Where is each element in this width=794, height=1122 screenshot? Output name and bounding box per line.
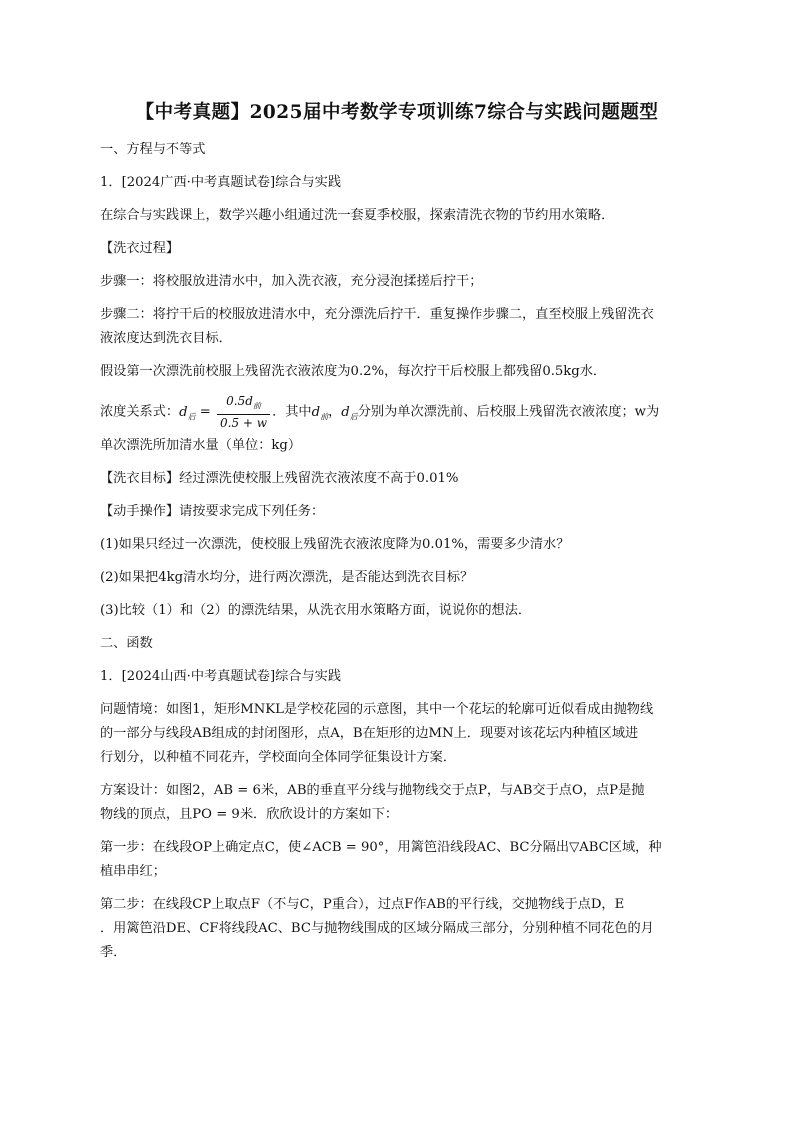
label-task: 【动手操作】请按要求完成下列任务： — [100, 504, 325, 520]
formula-text: ．其中 — [272, 404, 312, 420]
formula-var-before: $d_前$ — [311, 404, 329, 422]
step-one: 步骤一：将校服放进清水中，加入洗衣液，充分浸泡揉搓后拧干； — [100, 274, 483, 289]
document-title: 【中考真题】2025届中考数学专项训练7综合与实践问题题型 — [135, 102, 659, 123]
step-two-line3b: 季． — [100, 945, 127, 961]
sub-question-1: (1)如果只经过一次漂洗，使校服上残留洗衣液浓度降为0.01%，需要多少清水？ — [100, 537, 570, 553]
formula-prefix: 浓度关系式： — [100, 404, 180, 420]
formula-var-after: $d_后$ — [341, 404, 358, 422]
step-one-line1: 第一步：在线段OP上确定点C，使∠ACB = 90°，用篱笆沿线段AC、BC分隔出▽ABC区域，种 — [100, 840, 662, 856]
question-source-2: 1．[2024山西·中考真题试卷]综合与实践 — [100, 669, 342, 685]
sub-question-2: (2)如果把4kg清水均分，进行两次漂洗，是否能达到洗衣目标？ — [100, 570, 474, 586]
sub-question-3: (3)比较（1）和（2）的漂洗结果，从洗衣用水策略方面，说说你的想法． — [100, 603, 532, 619]
question-source: 1．[2024广西·中考真题试卷]综合与实践 — [100, 175, 342, 190]
label-process: 【洗衣过程】 — [100, 241, 180, 256]
formula-denominator: 0.5 + w — [220, 416, 268, 431]
step-one-line2: 植串串红； — [100, 864, 166, 880]
step-two-line1: 步骤二：将拧干后的校服放进清水中，充分漂洗后拧干．重复操作步骤二，直至校服上残留洗衣 — [100, 307, 654, 322]
formula-equals: = — [195, 404, 216, 420]
formula-fraction — [217, 393, 270, 431]
formula-lhs: $d_后$ — [179, 404, 196, 422]
design-line1: 方案设计：如图2，AB = 6米，AB的垂直平分线与抛物线交于点P，与AB交于点O，点P是抛 — [100, 783, 645, 799]
paragraph-intro: 在综合与实践课上，数学兴趣小组通过洗一套夏季校服，探索清洗衣物的节约用水策略． — [100, 208, 615, 223]
problem-context-line3: 行划分，以种植不同花卉，学校面向全体同学征集设计方案． — [100, 750, 457, 766]
step-two-line2: 液浓度达到洗衣目标． — [100, 331, 232, 346]
formula-numerator: $0.5d_前$ — [217, 393, 270, 415]
section-heading-equations: 一、方程与不等式 — [100, 142, 206, 157]
label-goal: 【洗衣目标】经过漂洗使校服上残留洗衣液浓度不高于0.01% — [100, 471, 459, 487]
formula-line: 浓度关系式：$d_后$ = $\frac{0.5d_前}{0.5 + w}$ ．其中$d_前$，$d_后$分别为单次漂洗前、后校服上残留洗衣液浓度；w为 — [100, 394, 660, 431]
formula-explanation: 分别为单次漂洗前、后校服上残留洗衣液浓度；w为 — [357, 404, 660, 420]
formula-line2: 单次漂洗所加清水量（单位：kg） — [100, 438, 302, 454]
design-line2: 物线的顶点，且PO = 9米．欣欣设计的方案如下： — [100, 807, 399, 823]
problem-context-line2: 的一部分与线段AB组成的封闭图形，点A，B在矩形的边MN上．现要对该花坛内种植区域进 — [100, 726, 639, 742]
step-two-line2b: ．用篱笆沿DE、CF将线段AC、BC与抛物线围成的区域分隔成三部分，分别种植不同花色的月 — [100, 921, 654, 937]
assumption-text: 假设第一次漂洗前校服上残留洗衣液浓度为0.2%，每次拧干后校服上都残留0.5kg水． — [100, 364, 607, 379]
problem-context-line1: 问题情境：如图1，矩形MNKL是学校花园的示意图，其中一个花坛的轮廓可近似看成由抛物线 — [100, 702, 654, 718]
section-heading-functions: 二、函数 — [100, 636, 153, 652]
step-two-line1b: 第二步：在线段CP上取点F（不与C，P重合），过点F作AB的平行线，交抛物线于点D，E — [100, 897, 625, 913]
